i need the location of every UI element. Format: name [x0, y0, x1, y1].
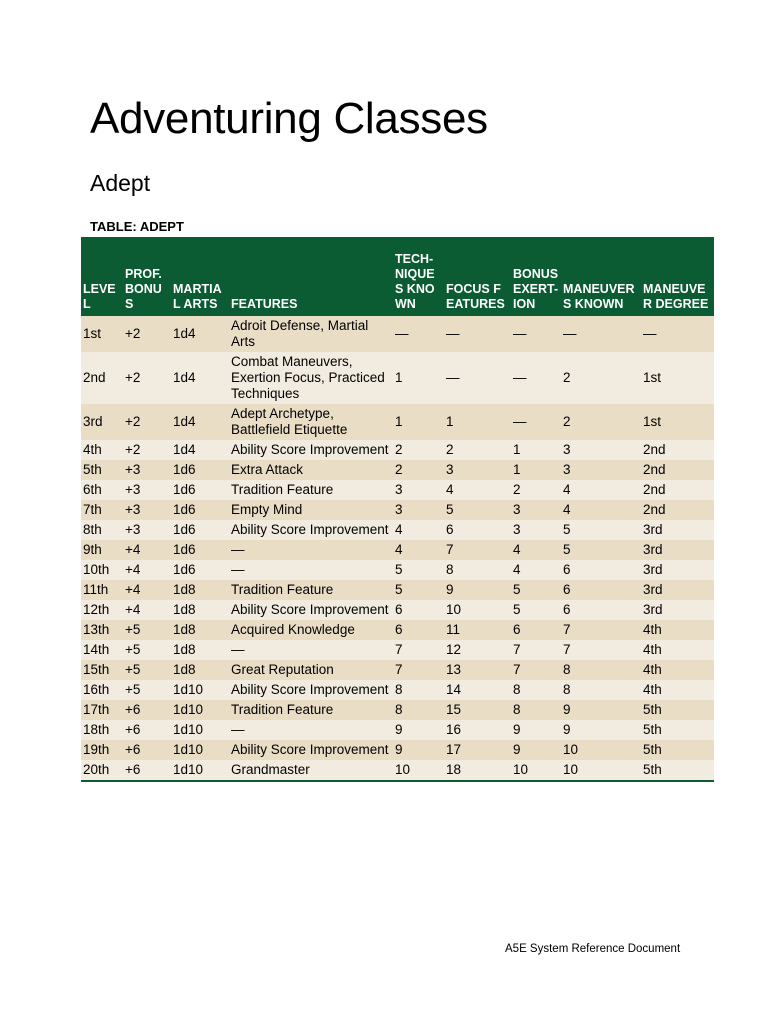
cell-maneuvers-known: 7: [563, 642, 571, 657]
cell-maneuver-degree: 3rd: [643, 522, 663, 537]
cell-prof-bonus: +3: [125, 482, 141, 497]
cell-techniques-known: 1: [395, 370, 403, 385]
table-row: [81, 740, 714, 760]
cell-martial-arts: 1d4: [173, 370, 196, 385]
cell-focus-features: —: [446, 370, 460, 385]
cell-prof-bonus: +4: [125, 542, 141, 557]
cell-martial-arts: 1d6: [173, 482, 196, 497]
cell-bonus-exertion: 7: [513, 662, 521, 677]
cell-focus-features: 3: [446, 462, 454, 477]
cell-martial-arts: 1d8: [173, 622, 196, 637]
cell-maneuvers-known: 2: [563, 370, 571, 385]
cell-maneuver-degree: 2nd: [643, 462, 666, 477]
cell-martial-arts: 1d6: [173, 462, 196, 477]
cell-maneuver-degree: 3rd: [643, 562, 663, 577]
table-row: [81, 404, 714, 440]
cell-techniques-known: 6: [395, 622, 403, 637]
cell-maneuver-degree: 5th: [643, 762, 662, 777]
table-row: [81, 480, 714, 500]
header-cell-features: FEATURES: [229, 237, 393, 316]
cell-focus-features: 11: [446, 622, 461, 637]
cell-features: Empty Mind: [231, 502, 303, 517]
cell-features: Adroit Defense, Martial Arts: [231, 318, 369, 349]
cell-features: Combat Maneuvers, Exertion Focus, Practiced Techniques: [231, 354, 385, 401]
header-cell-level: LEVEL: [81, 237, 123, 316]
cell-techniques-known: 3: [395, 482, 403, 497]
section-title: Adept: [90, 170, 151, 196]
cell-level: 19th: [83, 742, 110, 757]
cell-techniques-known: 4: [395, 522, 403, 537]
cell-techniques-known: 2: [395, 442, 403, 457]
cell-bonus-exertion: 6: [513, 622, 521, 637]
cell-maneuvers-known: 5: [563, 542, 571, 557]
cell-techniques-known: 8: [395, 682, 403, 697]
table-row: [81, 460, 714, 480]
cell-focus-features: 13: [446, 662, 462, 677]
cell-bonus-exertion: 3: [513, 502, 521, 517]
cell-focus-features: 12: [446, 642, 462, 657]
cell-focus-features: 4: [446, 482, 454, 497]
cell-prof-bonus: +3: [125, 462, 141, 477]
cell-techniques-known: 5: [395, 582, 403, 597]
cell-techniques-known: 4: [395, 542, 403, 557]
cell-martial-arts: 1d8: [173, 582, 196, 597]
cell-features: Ability Score Improvement: [231, 682, 389, 697]
cell-level: 4th: [83, 442, 102, 457]
cell-martial-arts: 1d6: [173, 562, 196, 577]
cell-features: Ability Score Improvement: [231, 522, 389, 537]
cell-techniques-known: 2: [395, 462, 403, 477]
cell-prof-bonus: +3: [125, 522, 141, 537]
table-row: [81, 540, 714, 560]
cell-maneuvers-known: —: [563, 326, 577, 341]
cell-prof-bonus: +6: [125, 762, 141, 777]
cell-maneuvers-known: 9: [563, 702, 571, 717]
cell-focus-features: 14: [446, 682, 462, 697]
cell-bonus-exertion: —: [513, 370, 527, 385]
cell-features: Ability Score Improvement: [231, 602, 389, 617]
cell-prof-bonus: +6: [125, 722, 141, 737]
cell-bonus-exertion: 4: [513, 542, 521, 557]
cell-maneuver-degree: 3rd: [643, 582, 663, 597]
cell-maneuver-degree: 4th: [643, 662, 662, 677]
cell-level: 15th: [83, 662, 110, 677]
cell-maneuvers-known: 4: [563, 502, 571, 517]
cell-features: Great Reputation: [231, 662, 334, 677]
cell-bonus-exertion: 5: [513, 602, 521, 617]
cell-prof-bonus: +4: [125, 562, 141, 577]
cell-level: 12th: [83, 602, 110, 617]
cell-techniques-known: 3: [395, 502, 403, 517]
table-row: [81, 440, 714, 460]
cell-maneuver-degree: 1st: [643, 414, 662, 429]
cell-maneuver-degree: 5th: [643, 742, 662, 757]
cell-maneuvers-known: 7: [563, 622, 571, 637]
table-row: [81, 660, 714, 680]
cell-bonus-exertion: —: [513, 414, 527, 429]
cell-features: Adept Archetype, Battlefield Etiquette: [231, 406, 348, 437]
cell-level: 18th: [83, 722, 110, 737]
cell-techniques-known: 5: [395, 562, 403, 577]
cell-prof-bonus: +5: [125, 622, 141, 637]
cell-martial-arts: 1d6: [173, 522, 196, 537]
table-row: [81, 520, 714, 540]
cell-features: Tradition Feature: [231, 582, 334, 597]
header-cell-martial-arts: MARTIAL ARTS: [171, 237, 229, 316]
cell-focus-features: 2: [446, 442, 454, 457]
cell-bonus-exertion: 9: [513, 742, 521, 757]
cell-maneuver-degree: 4th: [643, 642, 662, 657]
cell-techniques-known: 7: [395, 642, 403, 657]
cell-techniques-known: 10: [395, 762, 411, 777]
cell-techniques-known: —: [395, 326, 409, 341]
cell-features: —: [231, 722, 245, 737]
table-row: [81, 560, 714, 580]
cell-features: Tradition Feature: [231, 482, 334, 497]
table-caption: TABLE: ADEPT: [90, 219, 184, 234]
cell-prof-bonus: +4: [125, 602, 141, 617]
cell-maneuvers-known: 6: [563, 602, 571, 617]
cell-martial-arts: 1d6: [173, 542, 196, 557]
cell-prof-bonus: +5: [125, 642, 141, 657]
cell-level: 10th: [83, 562, 110, 577]
cell-features: Tradition Feature: [231, 702, 334, 717]
cell-martial-arts: 1d6: [173, 502, 196, 517]
cell-focus-features: 5: [446, 502, 454, 517]
cell-prof-bonus: +3: [125, 502, 141, 517]
cell-bonus-exertion: —: [513, 326, 527, 341]
cell-maneuver-degree: 4th: [643, 622, 662, 637]
header-row: [81, 237, 714, 316]
cell-martial-arts: 1d10: [173, 762, 204, 777]
cell-level: 11th: [83, 582, 109, 597]
cell-maneuver-degree: 2nd: [643, 502, 666, 517]
cell-martial-arts: 1d10: [173, 682, 204, 697]
cell-maneuvers-known: 6: [563, 582, 571, 597]
cell-level: 16th: [83, 682, 110, 697]
header-cell-maneuvers-known: MANEUVERS KNOWN: [561, 237, 641, 316]
cell-features: Grandmaster: [231, 762, 310, 777]
cell-bonus-exertion: 5: [513, 582, 521, 597]
cell-bonus-exertion: 8: [513, 682, 521, 697]
cell-maneuvers-known: 8: [563, 662, 571, 677]
cell-level: 13th: [83, 622, 110, 637]
cell-maneuvers-known: 5: [563, 522, 571, 537]
cell-techniques-known: 8: [395, 702, 403, 717]
cell-prof-bonus: +2: [125, 370, 141, 385]
cell-maneuver-degree: —: [643, 326, 657, 341]
cell-techniques-known: 7: [395, 662, 403, 677]
cell-level: 7th: [83, 502, 102, 517]
cell-maneuvers-known: 8: [563, 682, 571, 697]
header-cell-techniques-known: TECH-NIQUES KNOWN: [393, 237, 444, 316]
table-row: [81, 680, 714, 700]
cell-features: Ability Score Improvement: [231, 442, 389, 457]
table-row: [81, 720, 714, 740]
cell-martial-arts: 1d8: [173, 642, 196, 657]
cell-martial-arts: 1d4: [173, 442, 196, 457]
cell-prof-bonus: +6: [125, 702, 141, 717]
cell-features: —: [231, 642, 245, 657]
cell-focus-features: 6: [446, 522, 454, 537]
cell-maneuver-degree: 5th: [643, 722, 662, 737]
cell-level: 3rd: [83, 414, 103, 429]
cell-features: Extra Attack: [231, 462, 304, 477]
cell-prof-bonus: +2: [125, 414, 141, 429]
page-title: Adventuring Classes: [90, 94, 488, 143]
cell-level: 8th: [83, 522, 102, 537]
cell-focus-features: 10: [446, 602, 462, 617]
cell-focus-features: 7: [446, 542, 454, 557]
cell-bonus-exertion: 1: [513, 462, 521, 477]
cell-martial-arts: 1d8: [173, 662, 196, 677]
cell-focus-features: 17: [446, 742, 462, 757]
cell-focus-features: 1: [446, 414, 454, 429]
cell-techniques-known: 6: [395, 602, 403, 617]
cell-techniques-known: 9: [395, 722, 403, 737]
cell-techniques-known: 9: [395, 742, 403, 757]
cell-maneuvers-known: 4: [563, 482, 571, 497]
cell-martial-arts: 1d10: [173, 742, 204, 757]
table-row: [81, 760, 714, 781]
cell-level: 17th: [83, 702, 110, 717]
cell-maneuvers-known: 3: [563, 462, 571, 477]
table-row: [81, 316, 714, 352]
cell-focus-features: 8: [446, 562, 454, 577]
cell-prof-bonus: +5: [125, 662, 141, 677]
cell-bonus-exertion: 8: [513, 702, 521, 717]
cell-maneuvers-known: 6: [563, 562, 571, 577]
cell-level: 5th: [83, 462, 102, 477]
table-header: [81, 237, 714, 316]
cell-martial-arts: 1d10: [173, 702, 204, 717]
cell-maneuver-degree: 1st: [643, 370, 662, 385]
table-row: [81, 700, 714, 720]
header-cell-bonus-exertion: BONUS EXERT-ION: [511, 237, 561, 316]
table-row: [81, 620, 714, 640]
cell-focus-features: 15: [446, 702, 462, 717]
cell-prof-bonus: +2: [125, 326, 141, 341]
cell-maneuver-degree: 2nd: [643, 442, 666, 457]
cell-prof-bonus: +2: [125, 442, 141, 457]
cell-prof-bonus: +5: [125, 682, 141, 697]
cell-maneuvers-known: 3: [563, 442, 571, 457]
cell-prof-bonus: +6: [125, 742, 141, 757]
cell-maneuver-degree: 2nd: [643, 482, 666, 497]
cell-features: Acquired Knowledge: [231, 622, 355, 637]
cell-level: 2nd: [83, 370, 106, 385]
header-cell-maneuver-degree: MANEUVER DEGREE: [641, 237, 714, 316]
cell-martial-arts: 1d4: [173, 414, 196, 429]
cell-maneuver-degree: 3rd: [643, 602, 663, 617]
cell-bonus-exertion: 3: [513, 522, 521, 537]
cell-maneuvers-known: 10: [563, 742, 579, 757]
header-cell-prof-bonus: PROF. BONUS: [123, 237, 171, 316]
cell-focus-features: 18: [446, 762, 462, 777]
cell-focus-features: 9: [446, 582, 454, 597]
cell-focus-features: —: [446, 326, 460, 341]
cell-bonus-exertion: 9: [513, 722, 521, 737]
cell-bonus-exertion: 2: [513, 482, 521, 497]
cell-techniques-known: 1: [395, 414, 403, 429]
cell-maneuver-degree: 4th: [643, 682, 662, 697]
table-row: [81, 600, 714, 620]
cell-bonus-exertion: 7: [513, 642, 521, 657]
table-row: [81, 580, 714, 600]
table-row: [81, 500, 714, 520]
cell-bonus-exertion: 10: [513, 762, 529, 777]
header-cell-focus-features: FOCUS FEATURES: [444, 237, 511, 316]
cell-features: —: [231, 542, 245, 557]
cell-prof-bonus: +4: [125, 582, 141, 597]
cell-maneuvers-known: 2: [563, 414, 571, 429]
cell-maneuvers-known: 9: [563, 722, 571, 737]
table-row: [81, 640, 714, 660]
cell-level: 9th: [83, 542, 102, 557]
table-body: [81, 316, 714, 781]
cell-level: 1st: [83, 326, 102, 341]
cell-maneuver-degree: 3rd: [643, 542, 663, 557]
cell-maneuvers-known: 10: [563, 762, 579, 777]
cell-features: Ability Score Improvement: [231, 742, 389, 757]
cell-martial-arts: 1d4: [173, 326, 196, 341]
cell-level: 20th: [83, 762, 110, 777]
cell-level: 6th: [83, 482, 102, 497]
cell-bonus-exertion: 1: [513, 442, 521, 457]
footer-text: A5E System Reference Document: [505, 943, 681, 955]
cell-maneuver-degree: 5th: [643, 702, 662, 717]
cell-level: 14th: [83, 642, 110, 657]
cell-martial-arts: 1d10: [173, 722, 204, 737]
cell-focus-features: 16: [446, 722, 462, 737]
adept-class-table: [81, 237, 714, 782]
cell-bonus-exertion: 4: [513, 562, 521, 577]
cell-features: —: [231, 562, 245, 577]
cell-martial-arts: 1d8: [173, 602, 196, 617]
table-row: [81, 352, 714, 404]
